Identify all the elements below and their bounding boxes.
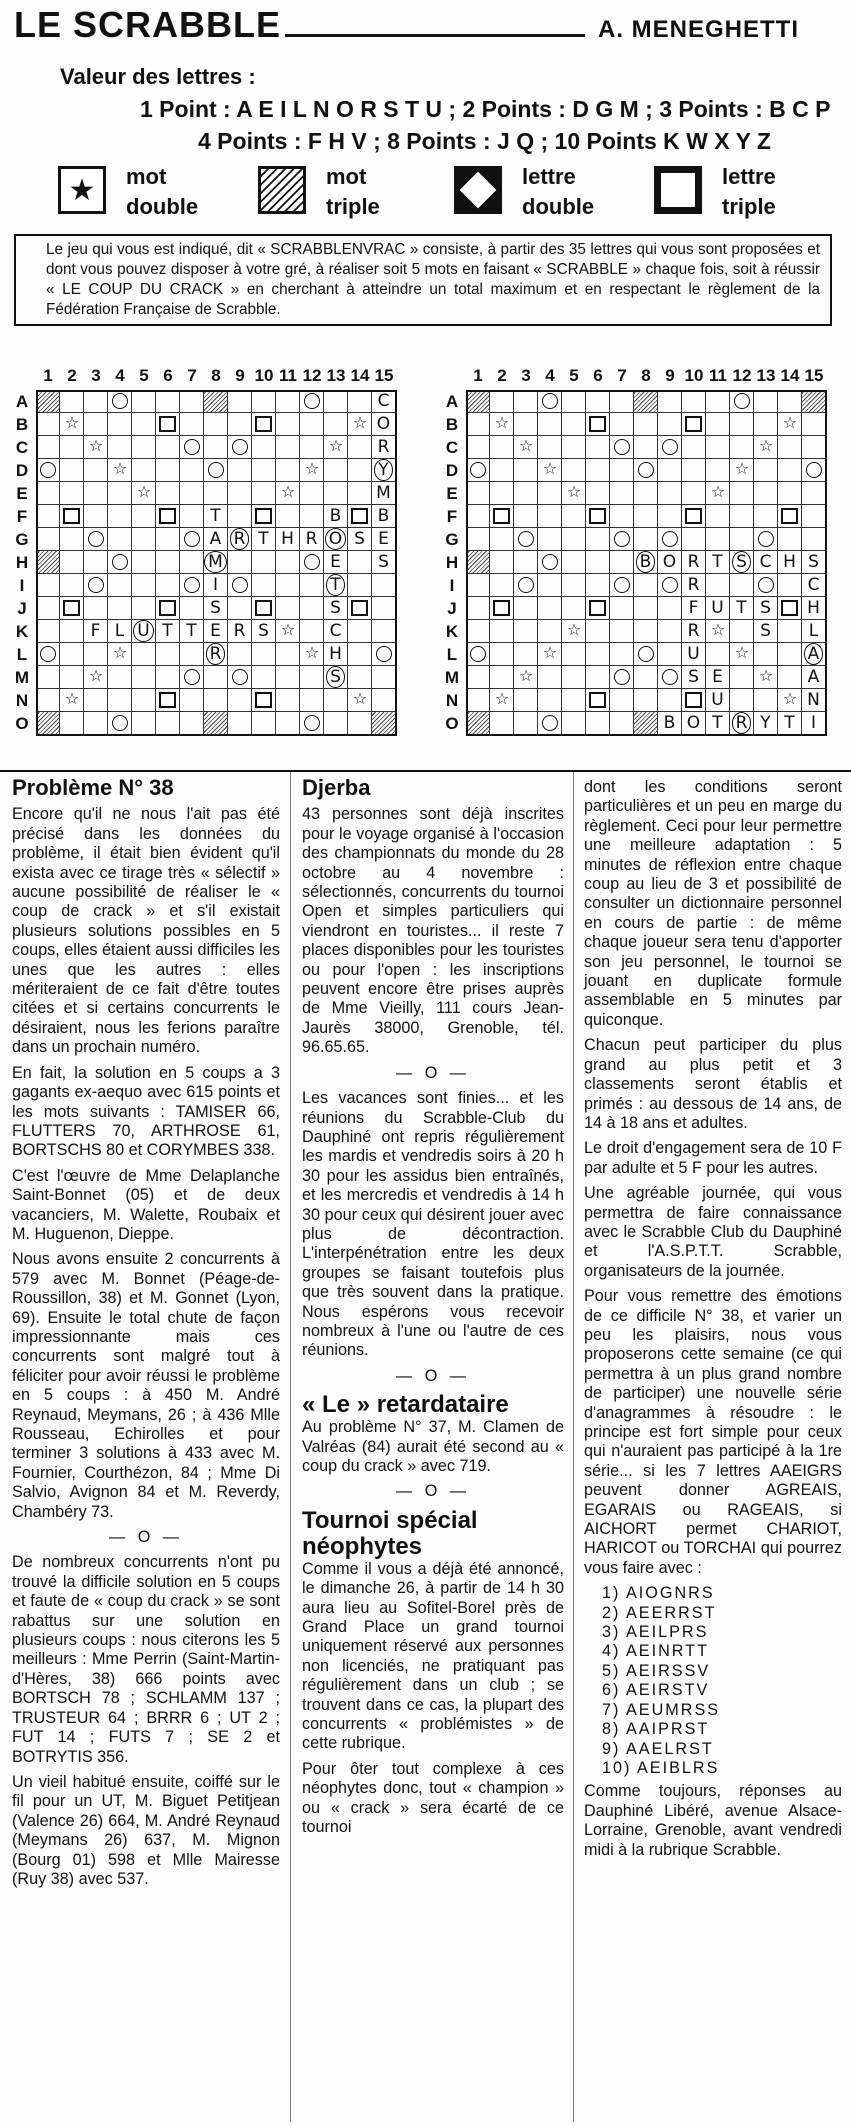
board-tile: R (228, 620, 252, 643)
row-letter: H (15, 553, 29, 572)
board-tile: T (778, 712, 802, 735)
paragraph: Une agréable journée, qui vous permettra de faire connaissance avec le Scrabble Club du Dauphiné et l'A.S.P.T.T. Scrabble, organisateurs de la journée. (584, 1184, 842, 1280)
row-letter: N (445, 691, 459, 710)
values-line-1: 1 Point : A E I L N O R S T U ; 2 Points : D G M ; 3 Points : B C P (140, 96, 831, 122)
values-line-2: 4 Points : F H V ; 8 Points : J Q ; 10 Points K W X Y Z (198, 128, 771, 154)
column-number: 13 (326, 366, 346, 385)
column-number: 10 (684, 366, 704, 385)
board-tile: A (802, 643, 826, 666)
column-number: 2 (67, 366, 77, 385)
board-tile: U (706, 689, 730, 712)
column-number: 3 (521, 366, 531, 385)
separator: — O — (396, 1482, 470, 1501)
diamond-square-icon (454, 166, 502, 214)
column-number: 12 (732, 366, 752, 385)
article-title: Djerba (302, 775, 371, 800)
board-tile: O (682, 712, 706, 735)
board-tile: Y (754, 712, 778, 735)
column-number: 6 (593, 366, 603, 385)
legend-label: triple (722, 194, 776, 219)
board-tile: O (324, 528, 348, 551)
anagram-item: 10) AEIBLRS (602, 1758, 720, 1777)
board-tile: F (84, 620, 108, 643)
board-tile: C (802, 574, 826, 597)
board-tile: B (372, 505, 396, 528)
column-number: 5 (569, 366, 579, 385)
header (0, 0, 851, 60)
board-tile: S (348, 528, 372, 551)
row-letter: K (15, 622, 29, 641)
board-tile: I (802, 712, 826, 735)
column-number: 6 (163, 366, 173, 385)
anagram-item: 2) AEERRST (602, 1603, 717, 1622)
board-tile: R (228, 528, 252, 551)
legend-label: double (126, 194, 199, 219)
row-letter: O (15, 714, 29, 733)
legend-label: mot (126, 164, 167, 189)
row-letter: K (445, 622, 459, 641)
paragraph: Au problème N° 37, M. Clamen de Valréas (84) aurait été second au « coup du crack » avec 719. (302, 1418, 564, 1475)
anagram-item: 4) AEINRTT (602, 1642, 709, 1661)
paragraph: C'est l'œuvre de Mme Delaplanche Saint-Bonnet (05) et de deux vacanciers, M. Walette, Roubaix et M. Huguenon, Dieppe. (12, 1166, 280, 1243)
board-tile: R (300, 528, 324, 551)
column-number: 2 (497, 366, 507, 385)
column-number: 3 (91, 366, 101, 385)
paragraph: Nous avons ensuite 2 concurrents à 579 avec M. Bonnet (Péage-de-Roussillon, 38) et M. Gonnet (Lyon, 69). Ensuite le total chute de façon impressionnante mais ces concurrents sont malgré tout à féliciter pour avoir réussi le problème en 5 coups : à 450 M. André Reynaud, Meymans, 26 ; à 436 Mlle Rousseau, Echirolles et pour terminer 3 solutions à 433 avec M. Fournier, Courthézon, 84 ; Mme Di Salvio, Avignon 84 et M. Reverdy, Chambéry 73. (12, 1250, 280, 1521)
column-number: 1 (43, 366, 53, 385)
anagram-item: 6) AEIRSTV (602, 1681, 710, 1700)
separator: — O — (396, 1366, 470, 1385)
separator: — O — (109, 1528, 183, 1547)
board-tile: S (730, 551, 754, 574)
board-tile: H (276, 528, 300, 551)
paragraph: Pour ôter tout complexe à ces néophytes donc, tout « champion » ou « crack » sera écarté de ce tournoi (302, 1759, 564, 1837)
column-number: 10 (254, 366, 274, 385)
board-tile: S (324, 666, 348, 689)
board-tile: T (730, 597, 754, 620)
hollow-square-icon (654, 166, 702, 214)
board-tile: Y (372, 459, 396, 482)
legend-label: triple (326, 194, 380, 219)
header-rule (285, 34, 585, 37)
article-title: Problème N° 38 (12, 775, 174, 800)
column-number: 14 (350, 366, 370, 385)
author: A. MENEGHETTI (598, 16, 800, 43)
anagram-item: 1) AIOGNRS (602, 1584, 715, 1603)
column-number: 9 (235, 366, 245, 385)
column-number: 15 (804, 366, 824, 385)
row-letter: N (15, 691, 29, 710)
article-djerba (302, 775, 564, 1844)
board-tile: T (156, 620, 180, 643)
board-tile: R (372, 436, 396, 459)
legend-label: lettre (522, 164, 576, 189)
board-tile: U (706, 597, 730, 620)
paragraph: Le droit d'engagement sera de 10 F par adulte et 5 F pour les autres. (584, 1139, 842, 1177)
column-number: 7 (187, 366, 197, 385)
article-tournoi-suite (584, 778, 842, 1866)
board-tile: O (372, 413, 396, 436)
board-tile: R (682, 574, 706, 597)
board-tile: L (802, 620, 826, 643)
column-number: 9 (665, 366, 675, 385)
star-square-icon: ★ (58, 166, 106, 214)
anagram-item: 9) AAELRST (602, 1739, 714, 1758)
row-letter: C (15, 438, 29, 457)
board-tile: B (634, 551, 658, 574)
board-tile: R (204, 643, 228, 666)
board-tile: E (324, 551, 348, 574)
paragraph: Pour vous remettre des émotions de ce difficile N° 38, et varier un peu les plaisirs, nous vous proposerons cette semaine (ce qui permettra à un plus grand nombre de participer) une nouvelle série d'anagrammes à résoudre : le principe est fort simple pour ceux qui n'auraient pas participé à la 1re série... si les 7 lettres AAEIGRS peuvent donner AGREAIS, EGARAIS ou RAGEAIS, si AICHORT permet CHARIOT, HARICOT ou TORCHAI qui pourrez vous faire avec : (584, 1287, 842, 1577)
board-tile: S (324, 597, 348, 620)
column-number: 5 (139, 366, 149, 385)
article-title: « Le » retardataire (302, 1391, 509, 1419)
row-letter: M (14, 668, 30, 687)
row-letter: C (445, 438, 459, 457)
row-letter: L (16, 645, 28, 664)
paragraph: 43 personnes sont déjà inscrites pour le voyage organisé à l'occasion des championnats du monde du 28 octobre au 4 novembre : sélectionnés, concurrents du tournoi Open et simples particuliers qui viendront en touristes... il reste 7 places disponibles pour les touristes ou pour l'open : les inscriptions peuvent encore être prises auprès de Mme Vieilly, 111 cours Jean-Jaurès 38000, Grenoble, tél. 96.65.65. (302, 805, 564, 1057)
board-tile: H (324, 643, 348, 666)
paragraph: Les vacances sont finies... et les réunions du Scrabble-Club du Dauphiné ont repris régulièrement les mardis et vendredis soirs à 20 h 30 pour les assidus bien entraînés, et les mercredis et vendredis à 14 h 30 pour ceux qui désirent jouer avec plus de décontraction. L'interpénétration entre les deux groupes se faisant toutefois plus que très souvent dans la pratique. Nous espérons vous recevoir nombreux à l'une ou l'autre de ces réunions. (302, 1089, 564, 1360)
row-letter: D (15, 461, 29, 480)
column-number: 4 (115, 366, 125, 385)
row-letter: J (447, 599, 457, 618)
row-letter: E (446, 484, 458, 503)
legend-label: mot (326, 164, 367, 189)
board-tile: U (682, 643, 706, 666)
paragraph: Chacun peut participer du plus grand au plus petit et 3 classements seront établis et primés : au dessous de 14 ans, de 14 à 18 ans et adultes. (584, 1036, 842, 1132)
board-tile: B (324, 505, 348, 528)
board-tile: O (658, 551, 682, 574)
board-tile: M (372, 482, 396, 505)
board-tile: B (658, 712, 682, 735)
board-tile: S (682, 666, 706, 689)
anagram-item: 3) AEILPRS (602, 1623, 709, 1642)
row-letter: H (445, 553, 459, 572)
paragraph: Encore qu'il ne nous l'ait pas été précisé dans les données du problème, il était bien évident qu'il exista avec ce tirage très « sélectif » aucune possibilité de réaliser le « coup de crack » et s'il existait plusieurs solutions possibles en 5 coups, elles étaient aussi difficiles les unes que les autres : elles mériteraient de ce fait d'être toutes citées et si certains concurrents le désiraient, nous les ferions paraître dans un prochain numéro. (12, 805, 280, 1057)
separator: — O — (396, 1063, 470, 1082)
column-number: 15 (374, 366, 394, 385)
row-letter: E (16, 484, 28, 503)
board-tile: T (204, 505, 228, 528)
section-divider (0, 770, 851, 772)
board-tile: C (372, 390, 396, 413)
board-tile: T (252, 528, 276, 551)
values-heading: Valeur des lettres : (60, 64, 256, 89)
board-tile: T (706, 712, 730, 735)
board-tile: S (754, 597, 778, 620)
board-tile: R (682, 551, 706, 574)
board-tile: F (682, 597, 706, 620)
row-letter: F (16, 507, 28, 526)
row-letter: O (445, 714, 459, 733)
row-letter: G (15, 530, 29, 549)
column-number: 8 (641, 366, 651, 385)
column-number: 4 (545, 366, 555, 385)
column-number: 14 (780, 366, 800, 385)
column-divider (573, 772, 574, 2122)
column-divider (290, 772, 291, 2122)
board-tile: S (372, 551, 396, 574)
board-tile: S (252, 620, 276, 643)
legend-label: lettre (722, 164, 776, 189)
board-tile: S (754, 620, 778, 643)
board-tile: T (706, 551, 730, 574)
board-tile: A (204, 528, 228, 551)
board-tile: H (802, 597, 826, 620)
paragraph: Comme il vous a déjà été annoncé, le dimanche 26, à partir de 14 h 30 aura lieu au Sofitel-Borel près de Grand Place un grand tournoi uniquement réservé aux personnes non licenciés, ne pratiquant pas régulièrement dans un club ; se trouvent dans ce cas, la plupart des concurrents « problémistes » de cette rubrique. (302, 1559, 564, 1753)
board-tile: T (180, 620, 204, 643)
board-tile: R (730, 712, 754, 735)
board-tile: H (778, 551, 802, 574)
board-tile: E (706, 666, 730, 689)
row-letter: J (17, 599, 27, 618)
board-tile: T (324, 574, 348, 597)
anagram-item: 5) AEIRSSV (602, 1661, 711, 1680)
page-title: LE SCRABBLE (14, 4, 282, 45)
row-letter: I (19, 576, 25, 595)
paragraph: De nombreux concurrents n'ont pu trouvé la difficile solution en 5 coups et faute de « coup du crack » se sont rabattus sur une solution en plusieurs coups : nous citerons les 5 meilleurs : Mme Perrin (Saint-Martin-d'Hères, 38) 666 points avec BORTSCH 78 ; SCHLAMM 137 ; TRUSTEUR 64 ; BRRR 6 ; UT 2 ; FUT 14 ; FUTS 7 ; SE 2 et BOTRYTIS 356. (12, 1553, 280, 1766)
column-number: 1 (473, 366, 483, 385)
board-tile: E (372, 528, 396, 551)
column-number: 11 (279, 366, 297, 385)
board-tile: S (204, 597, 228, 620)
board-tile: M (204, 551, 228, 574)
row-letter: B (445, 415, 459, 434)
board-tile: U (132, 620, 156, 643)
column-number: 12 (302, 366, 322, 385)
board-tile: C (754, 551, 778, 574)
column-number: 8 (211, 366, 221, 385)
anagram-list (584, 1584, 842, 1778)
anagram-item: 8) AAIPRST (602, 1720, 710, 1739)
row-letter: G (445, 530, 459, 549)
board-tile: E (204, 620, 228, 643)
column-number: 13 (756, 366, 776, 385)
row-letter: M (444, 668, 460, 687)
row-letter: A (15, 392, 29, 411)
legend-label: double (522, 194, 595, 219)
row-letter: I (449, 576, 455, 595)
paragraph: En fait, la solution en 5 coups a 3 gagants ex-aequo avec 615 points et les mots suivants : TAMISER 66, FLUTTERS 70, ARTHROSE 61, BORTSCHS 80 et CORYMBES 338. (12, 1063, 280, 1160)
paragraph: dont les conditions seront particulières et un peu en marge du règlement. Ceci pour leur permettre une meilleure adaptation : 5 minutes de réflexion entre chaque coup au lieu de 3 et possibilité de consulter un dictionnaire personnel en cours de partie : de même chaque joueur sera tenu d'apporter son jeu personnel, le tournoi se jouant en duplicate formule assemblable en 5 minutes par quiconque. (584, 778, 842, 1029)
row-letter: L (446, 645, 458, 664)
row-letter: D (445, 461, 459, 480)
article-probleme (12, 775, 280, 1895)
board-tile: R (682, 620, 706, 643)
board-tile: L (108, 620, 132, 643)
board-tile: S (802, 551, 826, 574)
paragraph: Un vieil habitué ensuite, coiffé sur le fil pour un UT, M. Biguet Petitjean (Valence 26) 664, M. André Reynaud (Meymans 26) 637, M. Mignon (Bourg 01) 598 et Mlle Mairesse (Ruy 38) avec 537. (12, 1772, 280, 1888)
column-number: 11 (709, 366, 727, 385)
anagram-item: 7) AEUMRSS (602, 1700, 721, 1719)
paragraph: Comme toujours, réponses au Dauphiné Libéré, avenue Alsace-Lorraine, Grenoble, avant vendredi midi à la rubrique Scrabble. (584, 1782, 842, 1859)
board-tile: I (204, 574, 228, 597)
row-letter: B (15, 415, 29, 434)
hatched-square-icon (258, 166, 306, 214)
intro-box: Le jeu qui vous est indiqué, dit « SCRABBLENVRAC » consiste, à partir des 35 lettres qui vous sont proposées et dont vous pouvez disposer à votre gré, à réaliser soit 5 mots en faisant « SCRABBLE » chaque fois, soit à réussir « LE COUP DU CRACK » en cherchant à atteindre un total maximum et en respectant le règlement de la Fédération Française de Scrabble. (14, 234, 832, 326)
column-number: 7 (617, 366, 627, 385)
article-title: Tournoi spécial néophytes (302, 1506, 478, 1560)
board-tile: C (324, 620, 348, 643)
row-letter: A (445, 392, 459, 411)
row-letter: F (446, 507, 458, 526)
board-tile: A (802, 666, 826, 689)
board-tile: N (802, 689, 826, 712)
